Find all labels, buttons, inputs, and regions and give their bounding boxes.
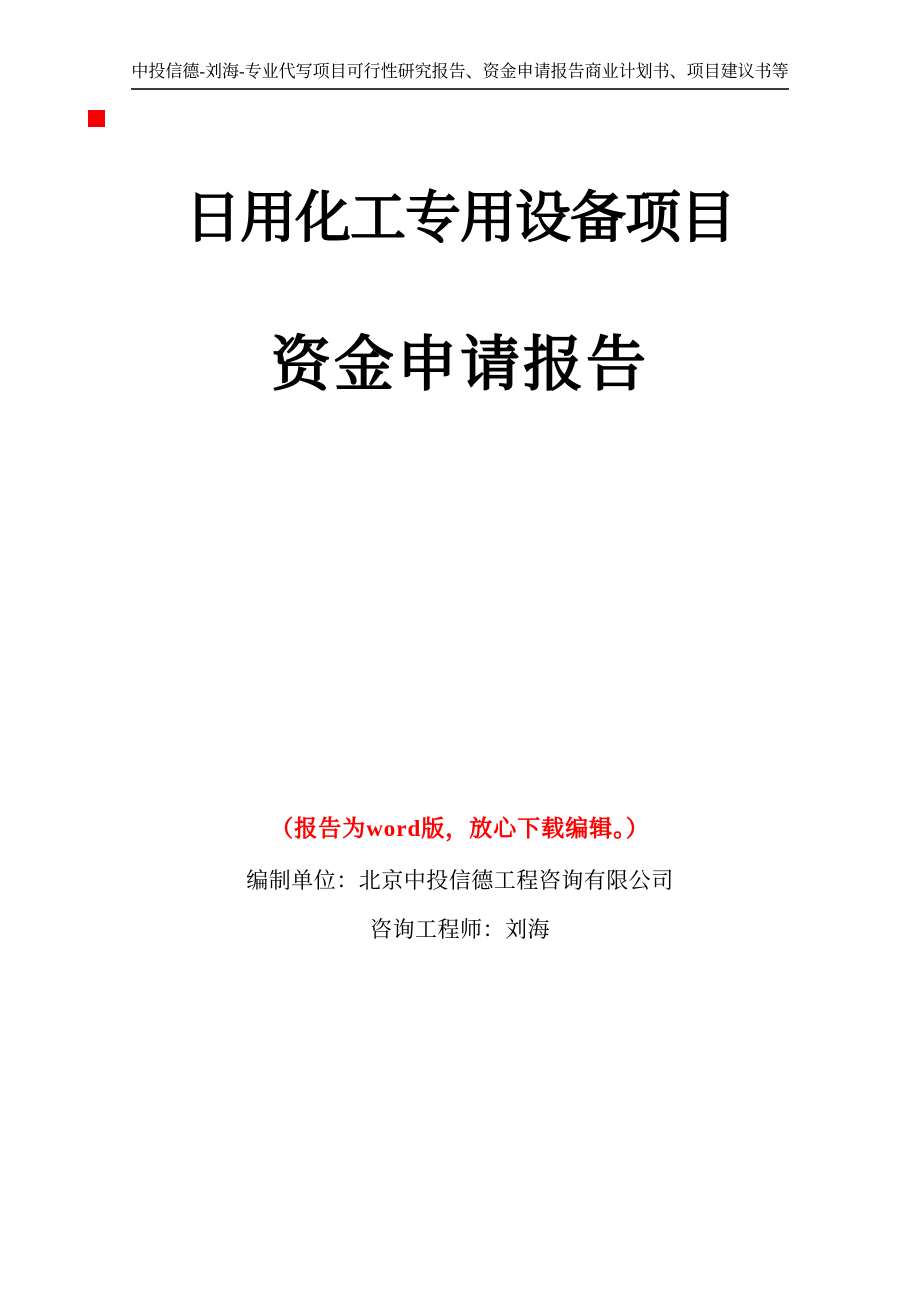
document-title-line-1: 日用化工专用设备项目	[185, 186, 735, 249]
document-title-line-2: 资金申请报告	[271, 331, 649, 398]
editable-word-version-notice: （报告为word版，放心下载编辑。）	[270, 816, 650, 841]
consultant-line: 咨询工程师：刘海	[369, 917, 550, 942]
red-square-marker	[88, 110, 105, 127]
page-header	[0, 60, 920, 90]
prepared-by-line: 编制单位：北京中投信德工程咨询有限公司	[246, 868, 674, 893]
page-header-text: 中投信德-刘海-专业代写项目可行性研究报告、资金申请报告商业计划书、项目建议书等	[131, 60, 788, 90]
